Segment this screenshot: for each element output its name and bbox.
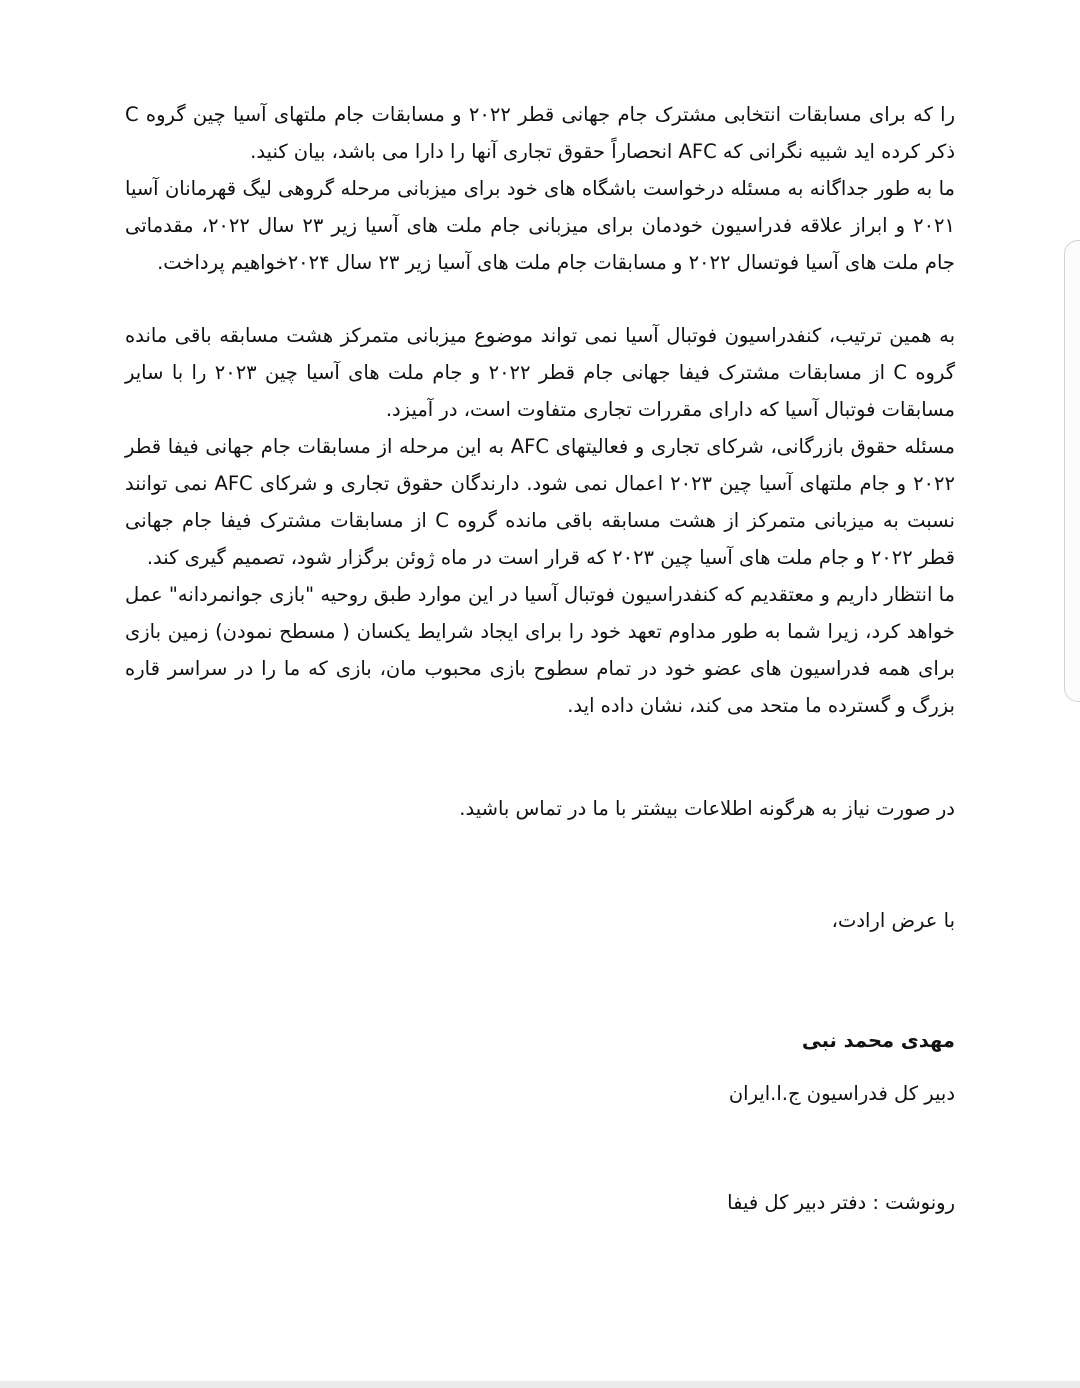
cc-spacer	[125, 1131, 955, 1167]
regards-spacer	[125, 846, 955, 882]
closing-spacer	[125, 724, 955, 770]
paragraph-1: را که برای مسابقات انتخابی مشترک جام جهانی قطر ۲۰۲۲ و مسابقات جام ملتهای آسیا چین گروه C ذکر کرده اید شبیه نگرانی که AFC انحصاراً حقوق تجاری آنها را دارا می باشد، بیان کنید.	[125, 103, 955, 163]
paragraph-5: ما انتظار داریم و معتقدیم که کنفدراسیون فوتبال آسیا در این موارد طبق روحیه "بازی جوانمردانه" عمل خواهد کرد، زیرا شما به طور مداوم تعهد خود را برای ایجاد شرایط یکسان ( مسطح نمودن) زمین بازی برای همه فدراسیون های عضو خود در تمام سطوح بازی محبوب مان، بازی که ما را در سراسر قاره بزرگ و گسترده ما متحد می کند، نشان داده اید.	[125, 583, 955, 717]
scrollbar-track[interactable]	[1046, 0, 1080, 1388]
page-bottom-edge	[0, 1381, 1080, 1388]
paragraph-3: به همین ترتیب، کنفدراسیون فوتبال آسیا نمی تواند موضوع میزبانی متمرکز هشت مسابقه باقی مانده گروه C از مسابقات مشترک فیفا جهانی جام قطر ۲۰۲۲ و جام ملت های آسیا چین ۲۰۲۳ را با سایر مسابقات فوتبال آسیا که دارای مقررات تجاری متفاوت است، در آمیزد.	[125, 324, 956, 421]
paragraph-2: ما به طور جداگانه به مسئله درخواست باشگاه های خود برای میزبانی مرحله گروهی لیگ قهرمانان آسیا ۲۰۲۱ و ابراز علاقه فدراسیون خودمان برای میزبانی جام ملت های آسیا زیر ۲۳ سال ۲۰۲۲، مقدماتی جام ملت های آسیا فوتسال ۲۰۲۲ و مسابقات جام ملت های آسیا زیر ۲۳ سال ۲۰۲۴خواهیم پرداخت.	[125, 177, 955, 274]
signature-title: دبیر کل فدراسیون ج.ا.ایران	[728, 1082, 955, 1105]
signature-name: مهدی محمد نبی	[801, 1028, 955, 1052]
scrollbar-thumb[interactable]	[1064, 240, 1080, 702]
paragraph-spacer	[125, 281, 955, 317]
signature-spacer	[125, 958, 955, 1004]
document-text-body	[125, 96, 955, 1240]
contact-line: در صورت نیاز به هرگونه اطلاعات بیشتر با ما در تماس باشید.	[459, 796, 955, 820]
paragraph-4: مسئله حقوق بازرگانی، شرکای تجاری و فعالیتهای AFC به این مرحله از مسابقات جام جهانی فیفا قطر ۲۰۲۲ و جام ملتهای آسیا چین ۲۰۲۳ اعمال نمی شود. دارندگان حقوق تجاری و شرکای AFC نمی توانند نسبت به میزبانی متمرکز از هشت مسابقه باقی مانده گروه C از مسابقات مشترک فیفا جام جهانی قطر ۲۰۲۲ و جام ملت های آسیا چین ۲۰۲۳ که قرار است در ماه ژوئن برگزار شود، تصمیم گیری کند.	[125, 435, 955, 569]
carbon-copy-line: رونوشت : دفتر دبیر کل فیفا	[727, 1191, 955, 1214]
regards-line: با عرض ارادت،	[831, 908, 955, 932]
